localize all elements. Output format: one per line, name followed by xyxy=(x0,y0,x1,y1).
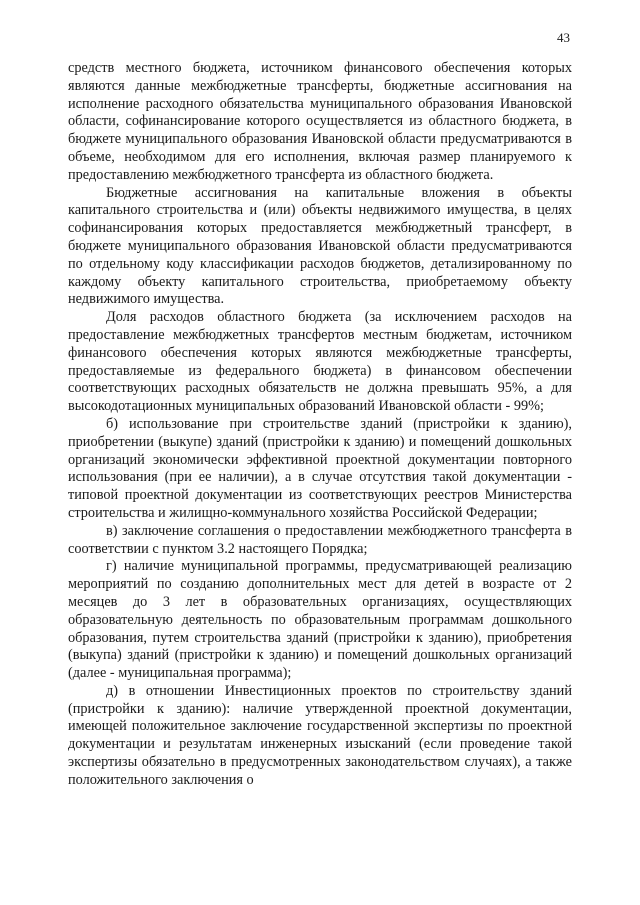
list-item-v: в) заключение соглашения о предоставлении межбюджетного трансферта в соответствии с пунктом 3.2 настоящего Порядка; xyxy=(68,522,572,557)
page-number: 43 xyxy=(557,30,570,45)
paragraph-continuation: средств местного бюджета, источником финансового обеспечения которых являются данные межбюджетные трансферты, бюджетные ассигнования на исполнение расходного обязательства муниципального образования Ивановской области, софинансирование которого осуществляется из областного бюджета, в бюджете муниципального образования Ивановской области предусматриваются в объеме, необходимом для его исполнения, включая размер планируемого к предоставлению межбюджетного трансферта из областного бюджета. xyxy=(68,60,572,183)
list-item-d: д) в отношении Инвестиционных проектов по строительству зданий (пристройки к зданию): наличие утвержденной проектной документации, имеющей положительное заключение государственной экспертизы по проектной документации и результатам инженерных изысканий (если проведение такой экспертизы обязательно в предусмотренных законодательством случаях), а также положительного заключения о xyxy=(68,682,572,788)
paragraph-capital-investments: Бюджетные ассигнования на капитальные вложения в объекты капитального строительства и (или) объекты недвижимого имущества, в целях софинансирования которых предоставляется межбюджетный трансферт, в бюджете муниципального образования Ивановской области предусматриваются по отдельному коду классификации расходов бюджетов, детализированному по каждому объекту капитального строительства, приобретаемому объекту недвижимого имущества. xyxy=(68,184,572,308)
list-item-b: б) использование при строительстве зданий (пристройки к зданию), приобретении (выкупе) зданий (пристройки к зданию) и помещений дошкольных организаций экономически эффективной проектной документации повторного использования (при ее наличии), а в случае отсутствия такой документации - типовой проектной документации из соответствующих реестров Министерства строительства и жилищно-коммунального хозяйства Российской Федерации; xyxy=(68,415,572,521)
paragraph-budget-share: Доля расходов областного бюджета (за исключением расходов на предоставление межбюджетных трансфертов местным бюджетам, источником финансового обеспечения которых являются межбюджетные трансферты, предоставляемые из федерального бюджета) в финансовом обеспечении соответствующих расходных обязательств не должна превышать 95%, а для высокодотационных муниципальных образований Ивановской области - 99%; xyxy=(68,309,572,415)
list-item-g: г) наличие муниципальной программы, предусматривающей реализацию мероприятий по созданию дополнительных мест для детей в возрасте от 2 месяцев до 3 лет в образовательных организациях, осуществляющих образовательную деятельность по образовательным программам дошкольного образования, путем строительства зданий (пристройки к зданию), приобретения (выкупа) зданий (пристройки к зданию) и помещений дошкольных организаций (далее - муниципальная программа); xyxy=(68,558,572,682)
page-body xyxy=(68,60,572,790)
